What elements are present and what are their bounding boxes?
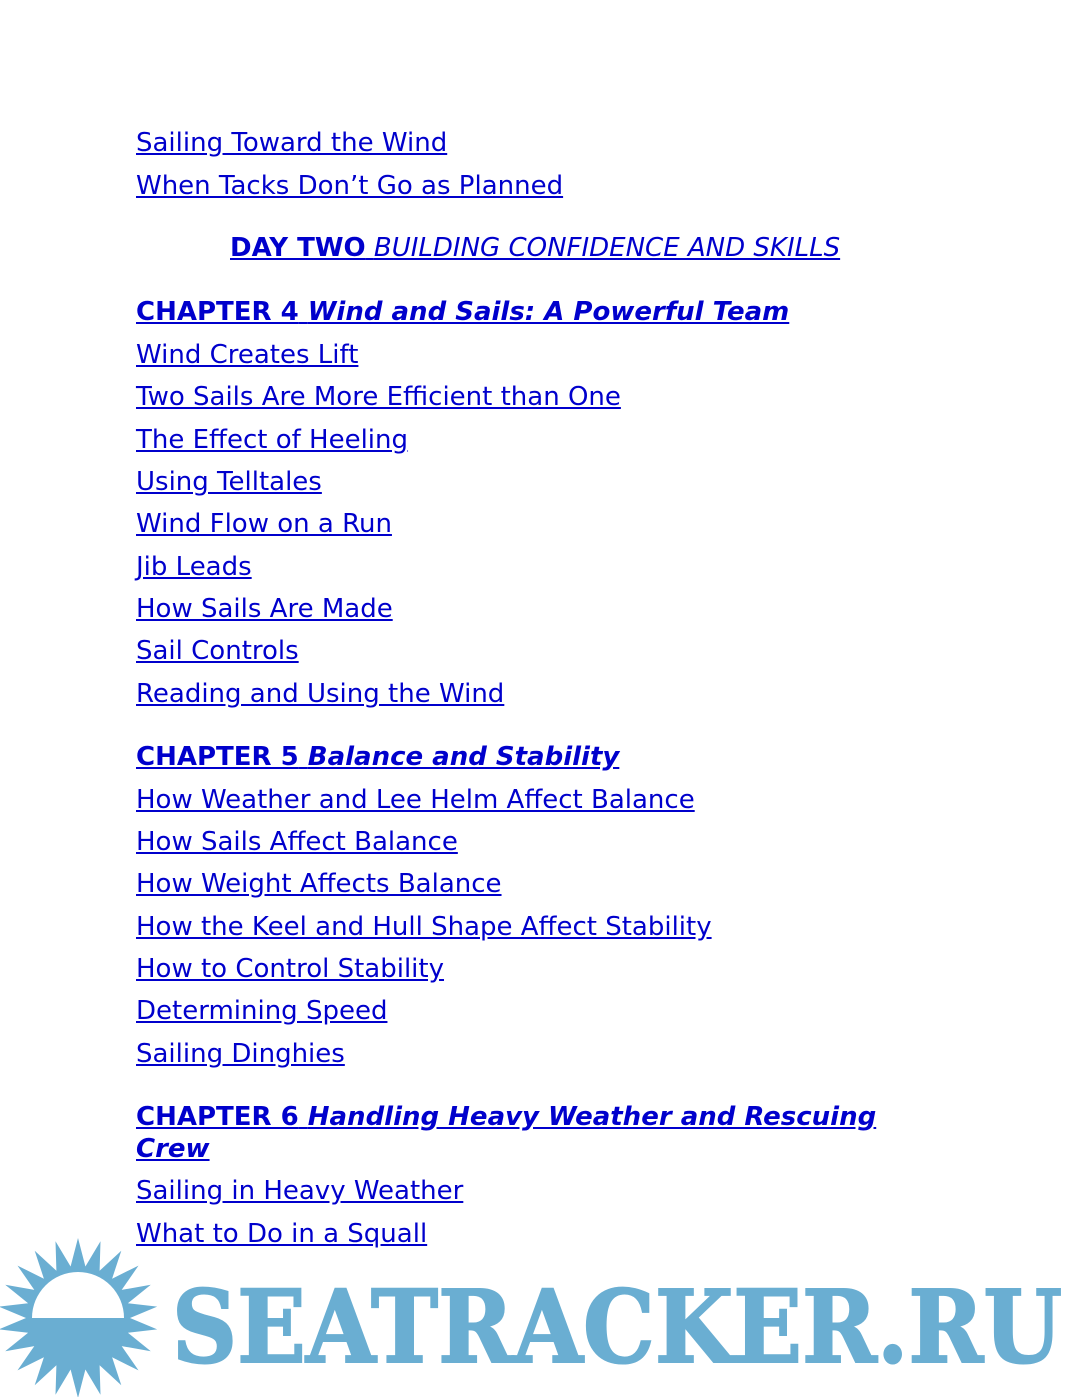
toc-link[interactable]: Determining Speed (136, 996, 388, 1026)
toc-link[interactable]: How the Keel and Hull Shape Affect Stability (136, 912, 712, 942)
toc-link[interactable]: Using Telltales (136, 467, 322, 497)
chapter-label: CHAPTER 5 (136, 742, 299, 772)
toc-link[interactable]: Wind Creates Lift (136, 340, 359, 370)
chapter-title: Balance and Stability (307, 742, 620, 772)
toc-link[interactable]: How Sails Are Made (136, 594, 393, 624)
chapter-5-heading[interactable] (136, 741, 916, 773)
chapter-title: Wind and Sails: A Powerful Team (307, 297, 790, 327)
day-title: BUILDING CONFIDENCE AND SKILLS (373, 233, 841, 263)
toc-link[interactable]: Reading and Using the Wind (136, 679, 505, 709)
toc-link[interactable]: Sail Controls (136, 636, 299, 666)
day-two-heading[interactable] (230, 232, 840, 264)
toc-link[interactable]: Sailing in Heavy Weather (136, 1176, 464, 1206)
chapter-6-heading[interactable] (136, 1101, 916, 1165)
day-label: DAY TWO (230, 233, 366, 263)
toc-link[interactable]: Wind Flow on a Run (136, 509, 392, 539)
toc-link[interactable]: Sailing Dinghies (136, 1039, 345, 1069)
watermark-text: SEATRACKER.RU (172, 1268, 1062, 1386)
toc-link[interactable]: How to Control Stability (136, 954, 444, 984)
toc-link[interactable]: How Sails Affect Balance (136, 827, 458, 857)
toc-link[interactable]: How Weight Affects Balance (136, 869, 502, 899)
toc-link[interactable]: What to Do in a Squall (136, 1219, 428, 1249)
sun-icon (0, 1238, 157, 1397)
toc-link[interactable]: How Weather and Lee Helm Affect Balance (136, 785, 695, 815)
chapter-title: Handling Heavy Weather and Rescuing Crew (136, 1102, 877, 1164)
watermark-logo (0, 1236, 1080, 1397)
chapter-4-heading[interactable] (136, 296, 916, 328)
toc-link-sailing-toward-wind[interactable]: Sailing Toward the Wind (136, 128, 448, 158)
chapter-label: CHAPTER 6 (136, 1102, 299, 1132)
toc-link[interactable]: Two Sails Are More Efficient than One (136, 382, 621, 412)
toc-link-tacks-not-planned[interactable]: When Tacks Don’t Go as Planned (136, 171, 564, 201)
toc-link[interactable]: The Effect of Heeling (136, 425, 409, 455)
toc-link[interactable]: Jib Leads (136, 552, 252, 582)
chapter-label: CHAPTER 4 (136, 297, 299, 327)
